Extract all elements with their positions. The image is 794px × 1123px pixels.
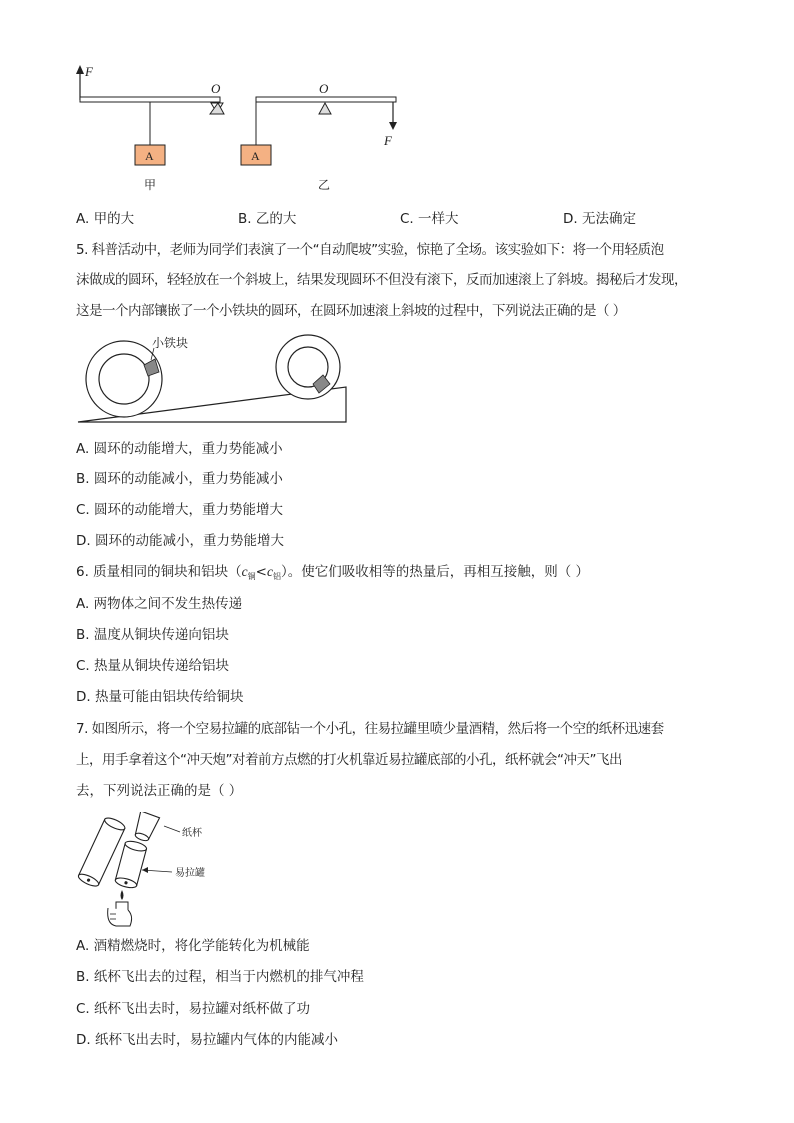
block-label-yi: A [251, 149, 260, 163]
q4-option-a[interactable]: A. 甲的大 [76, 211, 135, 227]
q4-option-d[interactable]: D. 无法确定 [563, 211, 636, 227]
lever-figure [60, 60, 420, 200]
block-label-jia: A [145, 149, 154, 163]
pivot-label-jia: O [211, 81, 221, 96]
q5-option-d[interactable]: D. 圆环的动能减小，重力势能增大 [76, 533, 284, 549]
q4-option-b[interactable]: B. 乙的大 [238, 211, 297, 227]
q6-option-b[interactable]: B. 温度从铜块传递向铝块 [76, 627, 229, 643]
q7-option-b[interactable]: B. 纸杯飞出去的过程，相当于内燃机的排气冲程 [76, 969, 364, 985]
cup-label: 纸杯 [182, 828, 202, 839]
pivot-label-yi: O [319, 81, 329, 96]
can-label: 易拉罐 [175, 868, 205, 879]
q6-option-a[interactable]: A. 两物体之间不发生热传递 [76, 596, 243, 612]
q7-stem-line-3: 去，下列说法正确的是（ ） [76, 783, 243, 799]
q6-stem: 6. 质量相同的铜块和铝块$(c_铜<c_铝)$。使它们吸收相等的热量后，再相互接触，则（ ） [76, 564, 590, 581]
force-label-yi: F [384, 133, 392, 148]
q5-option-a[interactable]: A. 圆环的动能增大，重力势能减小 [76, 441, 283, 457]
ramp-figure [76, 332, 351, 424]
figure-label-jia: 甲 [144, 178, 157, 192]
q5-option-c[interactable]: C. 圆环的动能增大，重力势能增大 [76, 502, 284, 518]
q6-option-d[interactable]: D. 热量可能由铝块传给铜块 [76, 689, 244, 705]
q5-stem-line-3: 这是一个内部镶嵌了一个小铁块的圆环，在圆环加速滚上斜坡的过程中，下列说法正确的是（ ） [76, 303, 626, 319]
q4-option-c[interactable]: C. 一样大 [400, 211, 459, 227]
figure-label-yi: 乙 [318, 178, 331, 192]
q7-stem-line-1: 7. 如图所示，将一个空易拉罐的底部钻一个小孔，往易拉罐里喷少量酒精，然后将一个空的纸杯迅速套 [76, 721, 664, 737]
q5-stem-line-2: 沫做成的圆环，轻轻放在一个斜坡上，结果发现圆环不但没有滚下，反而加速滚上了斜坡。揭秘后才发现， [76, 272, 687, 288]
force-label-jia: F [85, 64, 93, 79]
q7-option-c[interactable]: C. 纸杯飞出去时，易拉罐对纸杯做了功 [76, 1001, 311, 1017]
rocket-cup-figure [72, 812, 222, 930]
q7-stem-line-2: 上，用手拿着这个“冲天炮”对着前方点燃的打火机靠近易拉罐底部的小孔，纸杯就会“冲天”飞出 [76, 752, 622, 768]
lever-yi [241, 97, 397, 165]
q7-option-a[interactable]: A. 酒精燃烧时，将化学能转化为机械能 [76, 938, 310, 954]
q7-option-d[interactable]: D. 纸杯飞出去时，易拉罐内气体的内能减小 [76, 1032, 338, 1048]
q5-option-b[interactable]: B. 圆环的动能减小，重力势能减小 [76, 471, 283, 487]
q6-option-c[interactable]: C. 热量从铜块传递给铝块 [76, 658, 230, 674]
iron-block-label: 小铁块 [152, 336, 189, 350]
q5-stem-line-1: 5. 科普活动中，老师为同学们表演了一个“自动爬坡”实验，惊艳了全场。该实验如下：将一个用轻质泡 [76, 242, 664, 258]
